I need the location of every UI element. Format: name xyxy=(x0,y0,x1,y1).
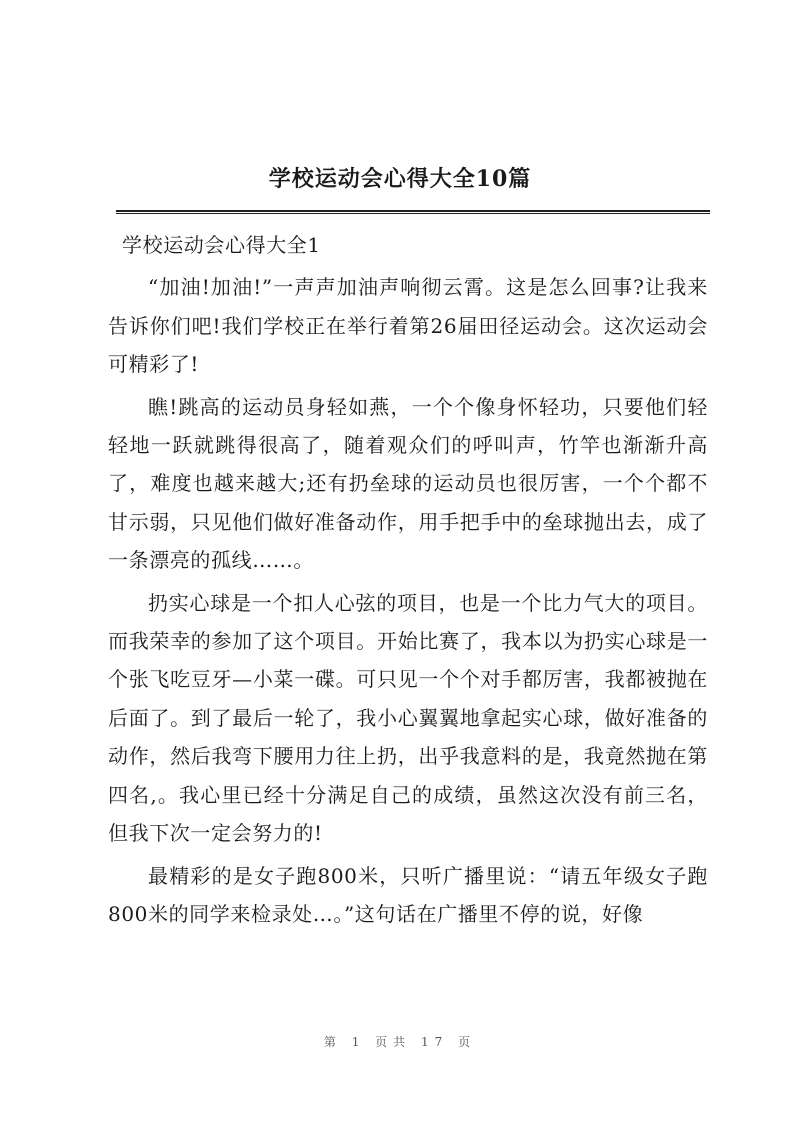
title-divider xyxy=(116,210,710,214)
document-title: 学校运动会心得大全10篇 xyxy=(268,166,532,192)
paragraph-1: “加油!加油!”一声声加油声响彻云霄。这是怎么回事?让我来告诉你们吧!我们学校正在举行着第26届田径运动会。这次运动会可精彩了! xyxy=(108,275,708,377)
paragraph-4: 最精彩的是女子跑800米，只听广播里说：“请五年级女子跑800米的同学来检录处…。”这句话在广播里不停的说，好像 xyxy=(108,863,708,926)
paragraph-3: 扔实心球是一个扣人心弦的项目，也是一个比力气大的项目。而我荣幸的参加了这个项目。开始比赛了，我本以为扔实心球是一个张飞吃豆牙—小菜一碟。可只见一个个对手都厉害，我都被抛在后面了。到了最后一轮了，我小心翼翼地拿起实心球，做好准备的动作，然后我弯下腰用力往上扔，出乎我意料的是，我竟然抛在第四名,。我心里已经十分满足自己的成绩，虽然这次没有前三名，但我下次一定会努力的! xyxy=(108,590,708,846)
paragraph-2: 瞧!跳高的运动员身轻如燕，一个个像身怀轻功，只要他们轻轻地一跃就跳得很高了，随着观众们的呼叫声，竹竿也渐渐升高了，难度也越来越大;还有扔垒球的运动员也很厉害，一个个都不甘示弱，只见他们做好准备动作，用手把手中的垒球抛出去，成了一条漂亮的孤线……。 xyxy=(108,394,708,573)
section-heading: 学校运动会心得大全1 xyxy=(122,233,321,257)
document-body xyxy=(108,226,708,933)
page-number-footer: 第 1 页共 17 页 xyxy=(323,1035,477,1049)
